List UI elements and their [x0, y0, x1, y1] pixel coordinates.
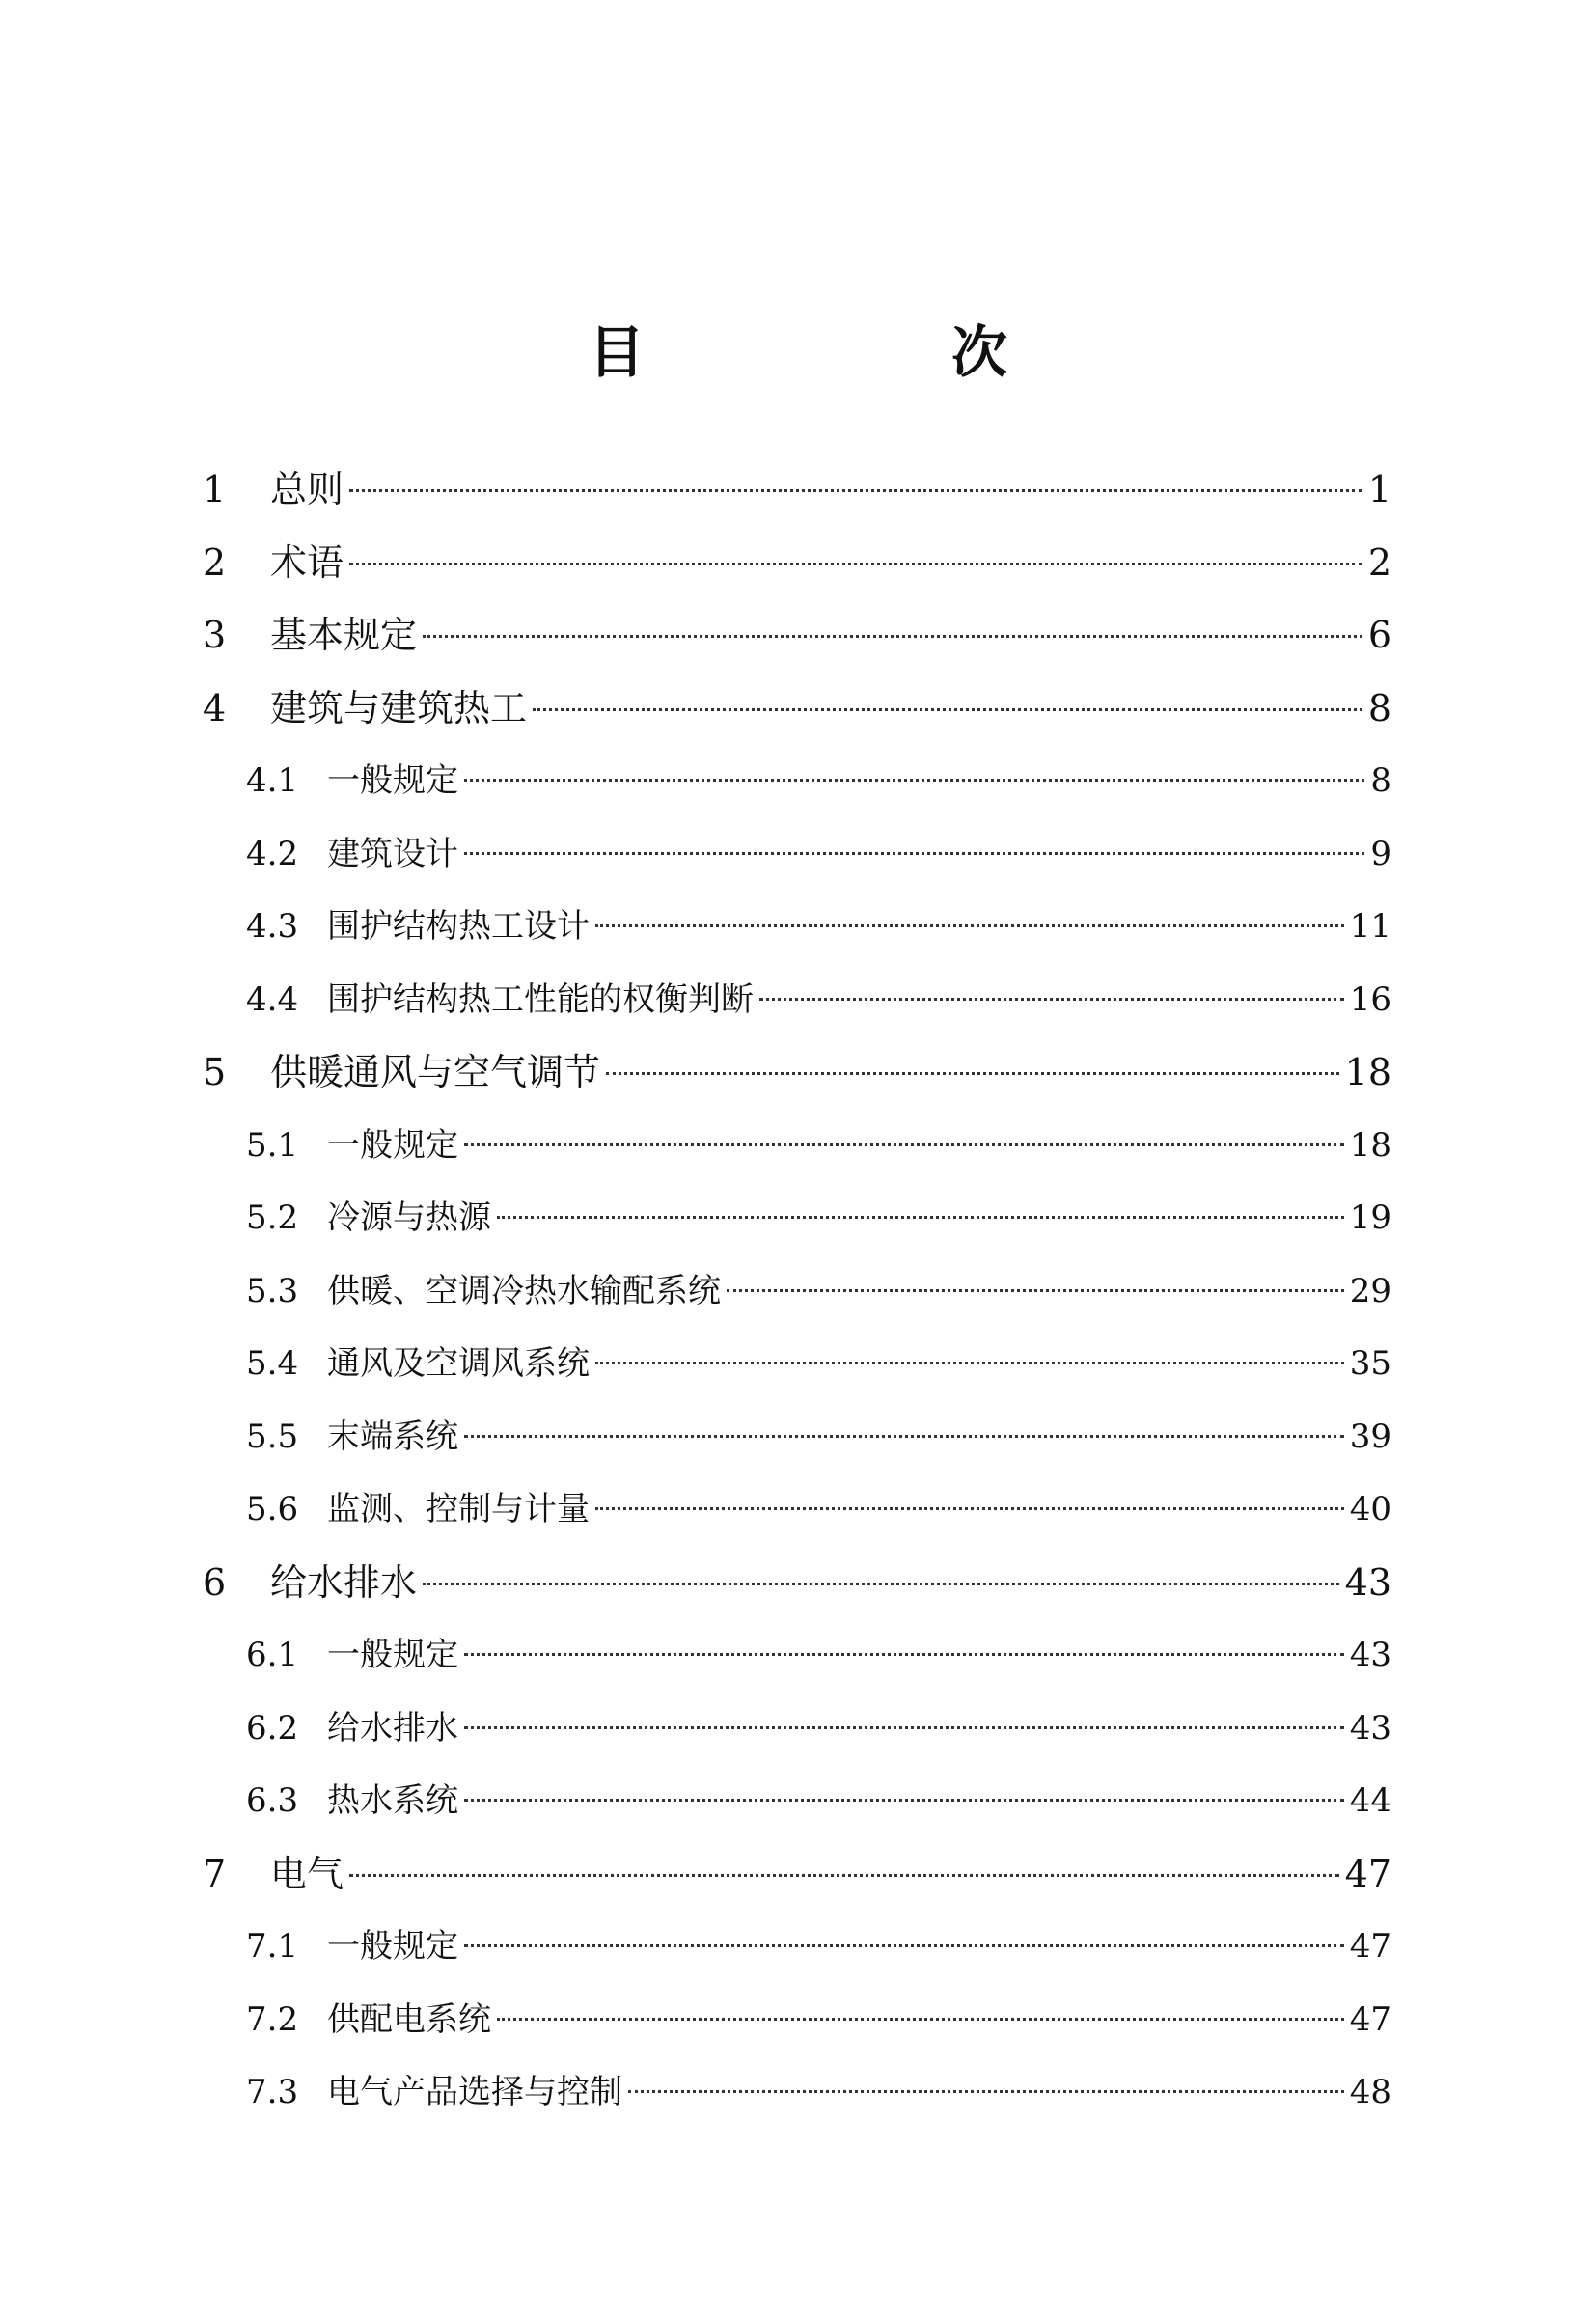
toc-entry-title: 供配电系统: [327, 1999, 491, 2039]
toc-chapter-row[interactable]: [203, 1036, 1391, 1110]
toc-entry-number: 6.3: [246, 1781, 299, 1820]
toc-page-number: 19: [1349, 1198, 1391, 1237]
toc-entry-title: 给水排水: [327, 1708, 458, 1748]
toc-section-row[interactable]: [203, 1984, 1391, 2057]
toc-entry-title: 供暖通风与空气调节: [270, 1051, 601, 1093]
toc-dot-leader: [349, 1874, 1339, 1877]
table-of-contents: [203, 454, 1391, 2130]
toc-entry-number: 5.1: [246, 1125, 299, 1165]
toc-section-row[interactable]: [203, 1255, 1391, 1329]
toc-dot-leader: [464, 1726, 1344, 1729]
toc-page-number: 8: [1367, 686, 1391, 730]
toc-dot-leader: [595, 924, 1344, 927]
toc-entry-number: 5.2: [246, 1198, 299, 1237]
toc-dot-leader: [464, 779, 1364, 782]
toc-dot-leader: [533, 708, 1362, 711]
toc-dot-leader: [423, 635, 1362, 638]
toc-chapter-row[interactable]: [203, 599, 1391, 673]
toc-entry-title: 监测、控制与计量: [327, 1490, 590, 1529]
toc-entry-number: 5: [203, 1051, 227, 1093]
toc-entry-title: 一般规定: [327, 761, 458, 800]
toc-entry-number: 7.3: [246, 2073, 299, 2111]
toc-chapter-row[interactable]: [203, 527, 1391, 600]
toc-section-row[interactable]: [203, 1911, 1391, 1984]
toc-page-number: 47: [1349, 1999, 1391, 2039]
toc-entry-title: 冷源与热源: [327, 1198, 491, 1237]
toc-page-number: 9: [1370, 834, 1391, 873]
toc-entry-number: 5.3: [246, 1271, 299, 1310]
toc-dot-leader: [464, 1435, 1344, 1438]
toc-dot-leader: [497, 1216, 1344, 1219]
toc-section-row[interactable]: [203, 2056, 1391, 2130]
toc-page-number: 18: [1344, 1051, 1391, 1093]
toc-page-number: 40: [1349, 1490, 1391, 1529]
toc-entry-number: 7.2: [246, 1999, 299, 2039]
toc-dot-leader: [759, 998, 1344, 1001]
toc-entry-title: 一般规定: [327, 1927, 458, 1966]
toc-entry-number: 3: [203, 614, 227, 656]
toc-page-number: 18: [1349, 1125, 1391, 1165]
toc-entry-title: 基本规定: [270, 614, 418, 656]
toc-entry-number: 4.2: [246, 834, 299, 873]
toc-page-number: 8: [1370, 761, 1391, 800]
toc-entry-number: 7.1: [246, 1927, 299, 1966]
toc-entry-number: 6.2: [246, 1708, 299, 1748]
toc-entry-number: 2: [203, 540, 227, 584]
toc-entry-title: 给水排水: [270, 1560, 418, 1604]
toc-entry-number: 4: [203, 686, 227, 730]
toc-section-row[interactable]: [203, 1765, 1391, 1838]
toc-section-row[interactable]: [203, 818, 1391, 892]
toc-dot-leader: [423, 1583, 1339, 1585]
toc-entry-number: 5.6: [246, 1490, 299, 1529]
toc-section-row[interactable]: [203, 1401, 1391, 1474]
toc-dot-leader: [464, 1799, 1344, 1802]
toc-dot-leader: [595, 1507, 1344, 1510]
toc-page-number: 44: [1349, 1781, 1391, 1820]
toc-entry-number: 7: [203, 1852, 227, 1895]
toc-entry-title: 热水系统: [327, 1781, 458, 1820]
toc-page-number: 39: [1349, 1417, 1391, 1456]
toc-dot-leader: [595, 1362, 1344, 1364]
toc-page-number: 48: [1349, 2073, 1391, 2111]
toc-section-row[interactable]: [203, 1328, 1391, 1401]
toc-page-number: 16: [1349, 979, 1391, 1019]
toc-entry-title: 供暖、空调冷热水输配系统: [327, 1271, 721, 1310]
toc-entry-title: 围护结构热工设计: [327, 907, 590, 946]
toc-page-number: 47: [1344, 1852, 1391, 1895]
toc-entry-title: 建筑设计: [327, 834, 458, 873]
toc-section-row[interactable]: [203, 745, 1391, 818]
toc-dot-leader: [464, 1143, 1344, 1146]
toc-section-row[interactable]: [203, 1110, 1391, 1183]
toc-dot-leader: [464, 852, 1364, 855]
toc-chapter-row[interactable]: [203, 454, 1391, 527]
toc-dot-leader: [464, 1653, 1344, 1656]
toc-entry-number: 5.4: [246, 1344, 299, 1383]
toc-dot-leader: [727, 1289, 1344, 1292]
toc-entry-title: 术语: [270, 540, 344, 584]
toc-page-number: 35: [1349, 1344, 1391, 1383]
toc-page-number: 43: [1344, 1560, 1391, 1604]
toc-entry-number: 4.4: [246, 979, 299, 1019]
toc-page-number: 11: [1349, 907, 1391, 946]
toc-section-row[interactable]: [203, 964, 1391, 1037]
toc-chapter-row[interactable]: [203, 1547, 1391, 1620]
toc-dot-leader: [349, 489, 1362, 492]
page-title: 目 次: [588, 319, 1133, 385]
toc-dot-leader: [464, 1944, 1344, 1947]
toc-entry-title: 总则: [270, 468, 344, 510]
toc-section-row[interactable]: [203, 891, 1391, 964]
toc-entry-number: 4.1: [246, 761, 299, 800]
toc-section-row[interactable]: [203, 1182, 1391, 1255]
toc-entry-title: 围护结构热工性能的权衡判断: [327, 979, 754, 1019]
toc-entry-number: 6.1: [246, 1636, 299, 1674]
toc-page-number: 6: [1367, 614, 1391, 656]
toc-section-row[interactable]: [203, 1474, 1391, 1547]
toc-entry-title: 建筑与建筑热工: [270, 686, 528, 730]
toc-page-number: 1: [1367, 468, 1391, 510]
toc-page-number: 2: [1367, 540, 1391, 584]
toc-dot-leader: [606, 1072, 1339, 1075]
toc-page-number: 43: [1349, 1636, 1391, 1674]
toc-dot-leader: [349, 563, 1362, 565]
toc-dot-leader: [497, 2018, 1344, 2021]
toc-entry-title: 一般规定: [327, 1125, 458, 1165]
toc-entry-title: 一般规定: [327, 1636, 458, 1674]
toc-dot-leader: [628, 2090, 1344, 2093]
toc-entry-title: 电气产品选择与控制: [327, 2073, 622, 2111]
toc-section-row[interactable]: [203, 1693, 1391, 1766]
toc-chapter-row[interactable]: [203, 1838, 1391, 1912]
toc-entry-title: 电气: [270, 1852, 344, 1895]
toc-page-number: 29: [1349, 1271, 1391, 1310]
toc-entry-title: 通风及空调风系统: [327, 1344, 590, 1383]
toc-chapter-row[interactable]: [203, 673, 1391, 746]
toc-entry-title: 末端系统: [327, 1417, 458, 1456]
toc-entry-number: 1: [203, 468, 227, 510]
toc-entry-number: 4.3: [246, 907, 299, 946]
toc-page-number: 47: [1349, 1927, 1391, 1966]
toc-section-row[interactable]: [203, 1619, 1391, 1693]
toc-page-number: 43: [1349, 1708, 1391, 1748]
toc-entry-number: 5.5: [246, 1417, 299, 1456]
toc-entry-number: 6: [203, 1560, 227, 1604]
